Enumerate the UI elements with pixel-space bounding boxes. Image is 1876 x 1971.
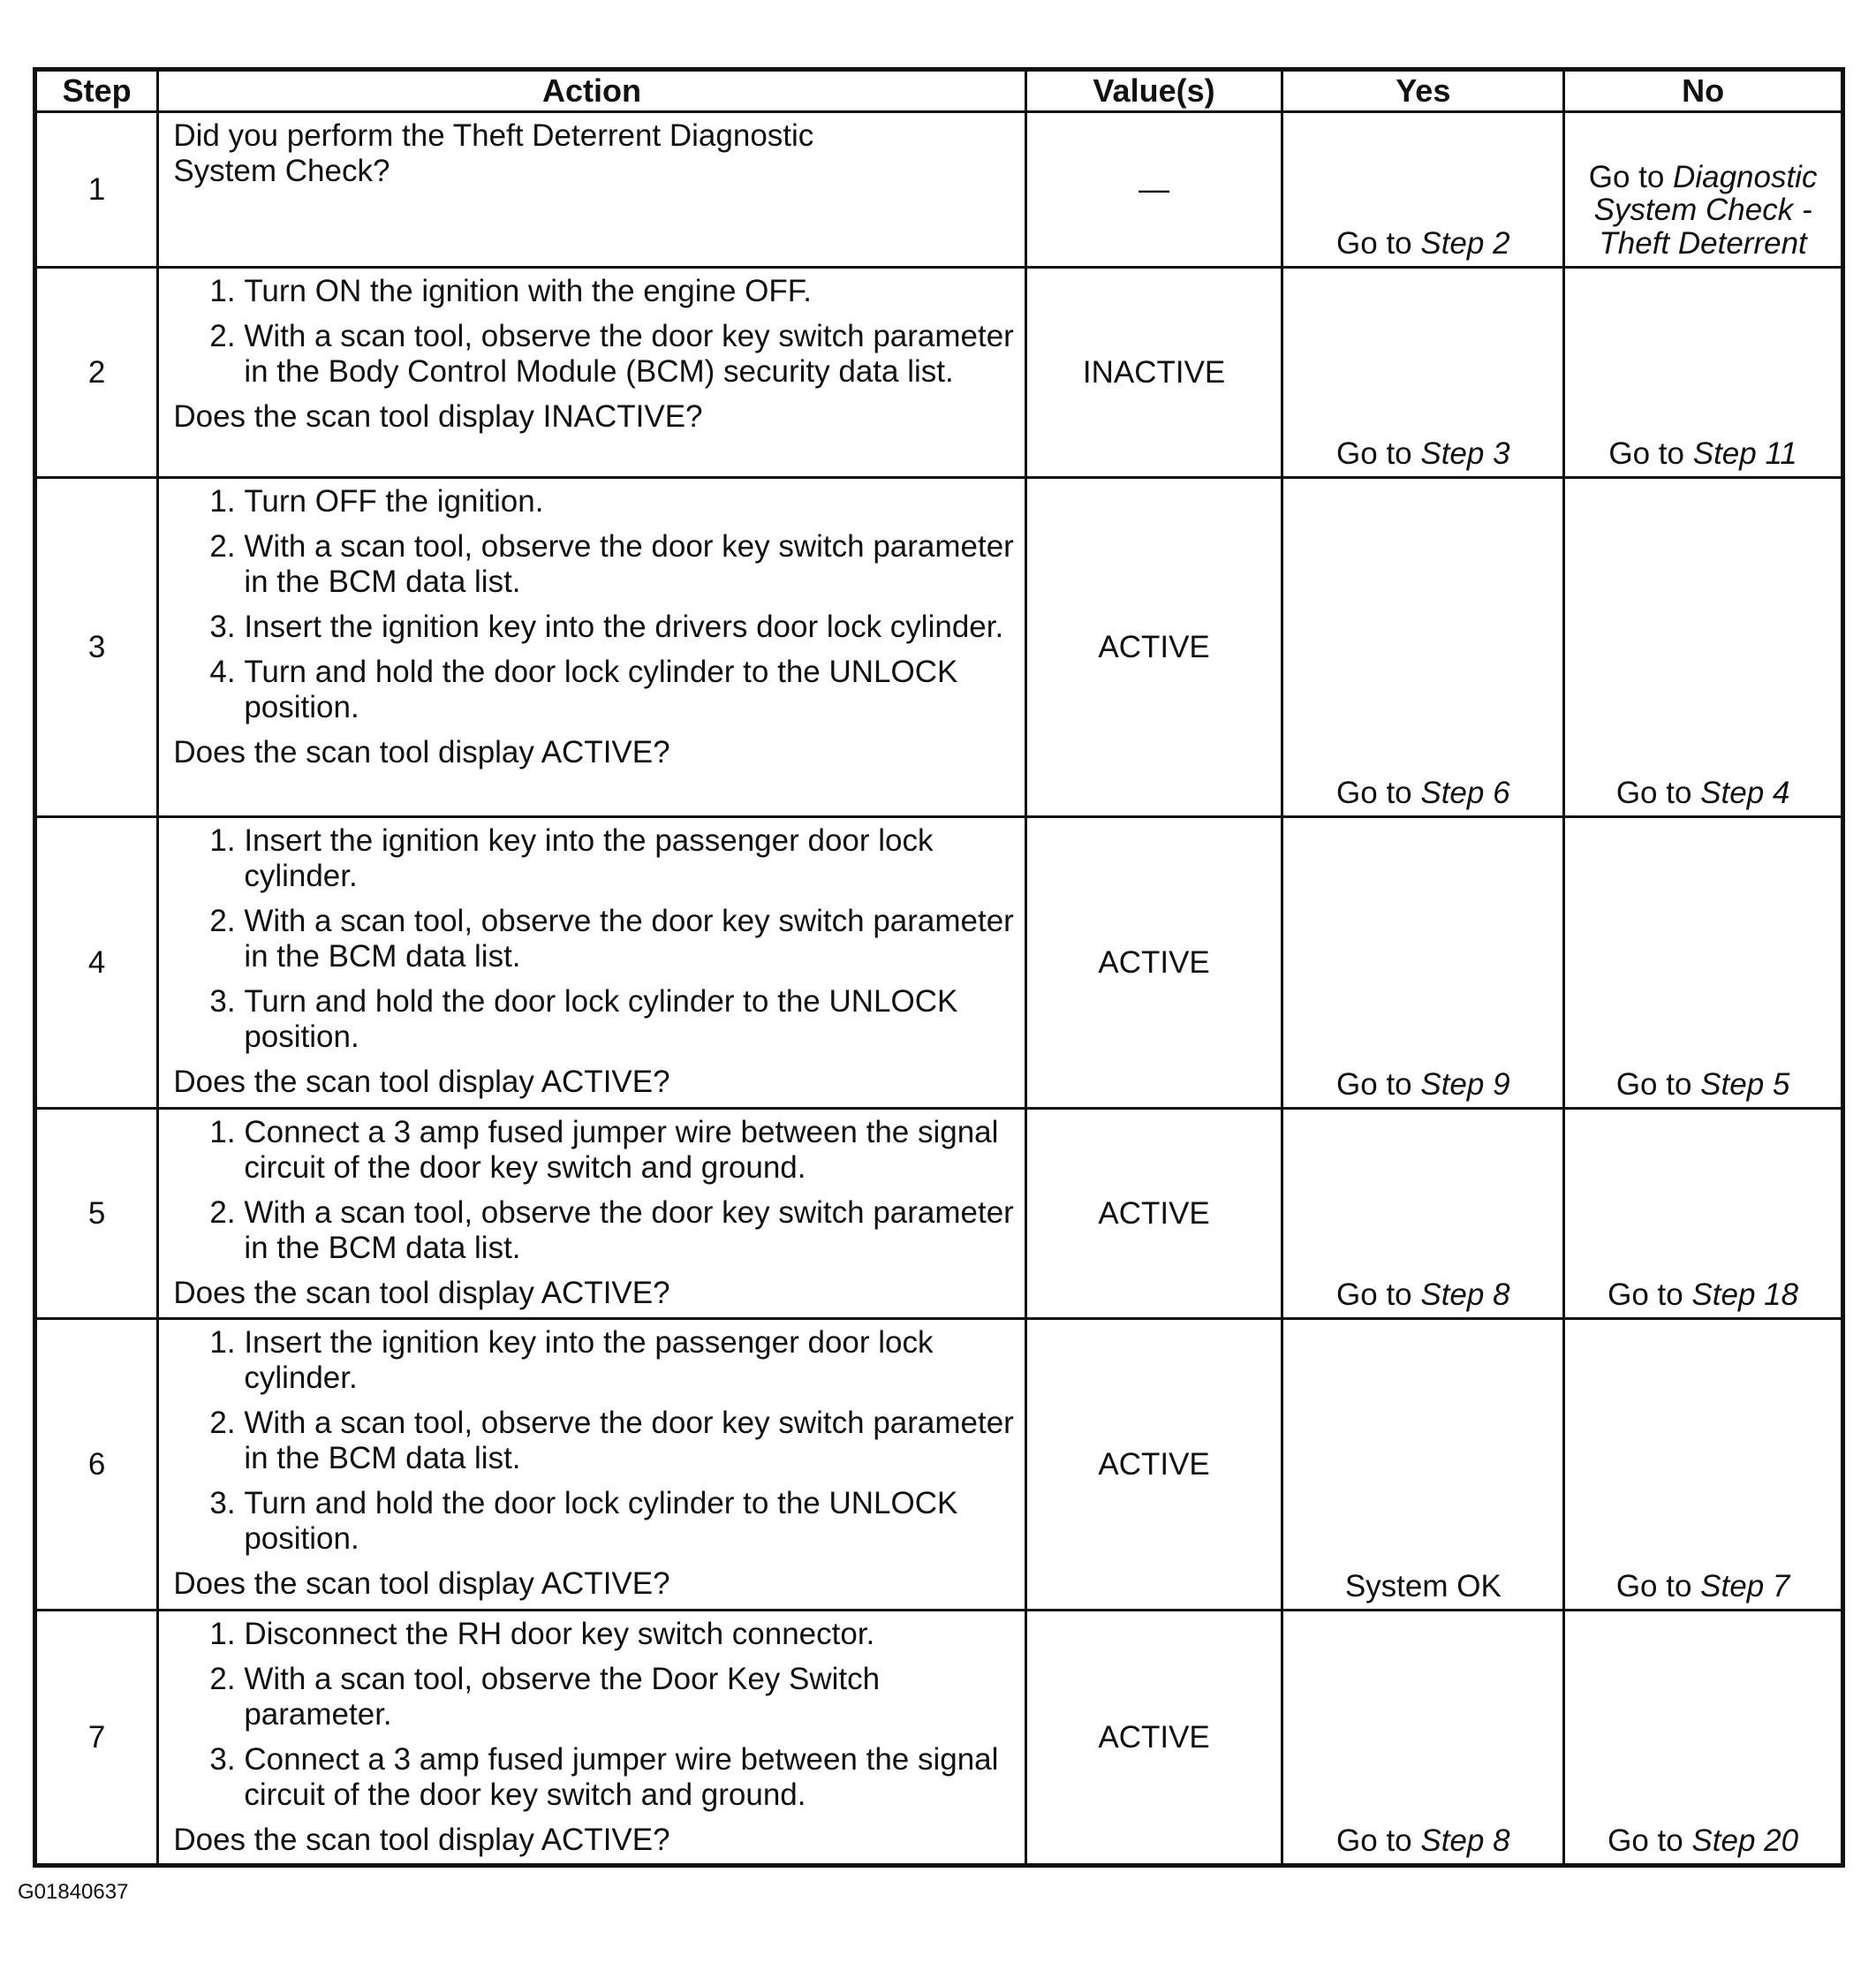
header-no: No	[1564, 70, 1843, 112]
action-step-item: 2. With a scan tool, observe the door key switch parameter in the Body Control Module (BCM) security data list.	[244, 319, 1015, 390]
no-result-lead: Go to	[1607, 1277, 1692, 1313]
yes-result-step-link: Step 9	[1420, 1067, 1510, 1103]
action-steps-list	[173, 274, 1015, 390]
no-result-lead: Go to	[1607, 1823, 1692, 1859]
action-cell	[158, 478, 1025, 817]
yes-result	[1282, 1611, 1564, 1866]
yes-result	[1282, 478, 1564, 817]
yes-result-lead: Go to	[1336, 1823, 1421, 1859]
action-step-item: 1. Insert the ignition key into the passenger door lock cylinder.	[244, 823, 1015, 894]
action-question: Does the scan tool display ACTIVE?	[173, 735, 670, 769]
action-step-item: 1. Insert the ignition key into the passenger door lock cylinder.	[244, 1325, 1015, 1396]
no-result-lead: Go to	[1588, 159, 1674, 194]
action-question: Does the scan tool display ACTIVE?	[173, 1276, 670, 1310]
action-step-item: 2. With a scan tool, observe the Door Key Switch parameter.	[244, 1662, 1015, 1732]
yes-result	[1282, 1109, 1564, 1319]
no-result-lead: Go to	[1608, 436, 1693, 472]
yes-result-step-link: Step 8	[1420, 1823, 1510, 1859]
step-number: 7	[35, 1611, 158, 1866]
table-row	[35, 112, 1843, 268]
yes-result-lead: Go to	[1336, 1067, 1421, 1103]
action-step-item: 1. Turn OFF the ignition.	[244, 484, 1015, 519]
no-result	[1564, 478, 1843, 817]
step-number: 5	[35, 1109, 158, 1319]
action-step-item: 2. With a scan tool, observe the door key switch parameter in the BCM data list.	[244, 904, 1015, 974]
yes-result-step-link: Step 8	[1420, 1277, 1510, 1313]
step-number: 2	[35, 268, 158, 478]
action-step-item: 1. Connect a 3 amp fused jumper wire between the signal circuit of the door key switch and ground.	[244, 1115, 1015, 1186]
yes-result-step-link: Step 6	[1420, 776, 1510, 811]
yes-result-lead: Go to	[1336, 226, 1421, 262]
table-body	[35, 112, 1843, 1866]
yes-result-step-link: Step 3	[1420, 436, 1510, 472]
action-step-item: 2. With a scan tool, observe the door key switch parameter in the BCM data list.	[244, 1406, 1015, 1476]
expected-value: ACTIVE	[1025, 478, 1282, 817]
step-number: 1	[35, 112, 158, 268]
yes-result-step-link: Step 2	[1420, 226, 1510, 262]
no-result-step-link: Diagnostic System Check - Theft Deterrent	[1593, 159, 1818, 262]
no-result-lead: Go to	[1615, 776, 1701, 811]
action-step-item: 4. Turn and hold the door lock cylinder to the UNLOCK position.	[244, 655, 1015, 725]
no-result-step-link: Step 11	[1692, 436, 1797, 472]
yes-result-lead: Go to	[1336, 436, 1421, 472]
action-cell	[158, 1319, 1025, 1611]
header-yes: Yes	[1282, 70, 1564, 112]
action-question: Does the scan tool display ACTIVE?	[173, 1823, 670, 1857]
action-steps-list	[173, 484, 1015, 725]
header-step: Step	[35, 70, 158, 112]
yes-result	[1282, 112, 1564, 268]
no-result-lead: Go to	[1615, 1569, 1701, 1604]
header-values: Value(s)	[1025, 70, 1282, 112]
no-result	[1564, 1109, 1843, 1319]
action-step-item: 3. Insert the ignition key into the drivers door lock cylinder.	[244, 610, 1015, 645]
no-result-lead: Go to	[1615, 1067, 1701, 1103]
expected-value: INACTIVE	[1025, 268, 1282, 478]
no-result	[1564, 1319, 1843, 1611]
action-step-item: 1. Turn ON the ignition with the engine OFF.	[244, 274, 1015, 309]
no-result	[1564, 1611, 1843, 1866]
yes-result	[1282, 817, 1564, 1109]
expected-value: ACTIVE	[1025, 1611, 1282, 1866]
action-step-item: 2. With a scan tool, observe the door key switch parameter in the BCM data list.	[244, 1195, 1015, 1266]
action-cell	[158, 1109, 1025, 1319]
expected-value: ACTIVE	[1025, 1319, 1282, 1611]
header-row	[35, 70, 1843, 112]
action-question: Does the scan tool display INACTIVE?	[173, 399, 703, 434]
action-step-item: 3. Turn and hold the door lock cylinder to the UNLOCK position.	[244, 1486, 1015, 1557]
action-text: Did you perform the Theft Deterrent Diagnostic System Check?	[173, 118, 814, 188]
table-row	[35, 478, 1843, 817]
expected-value: ACTIVE	[1025, 817, 1282, 1109]
yes-result-lead: Go to	[1336, 1277, 1421, 1313]
no-result	[1564, 112, 1843, 268]
action-cell	[158, 817, 1025, 1109]
action-step-item: 1. Disconnect the RH door key switch connector.	[244, 1617, 1015, 1652]
action-steps-list	[173, 823, 1015, 1055]
table-row	[35, 1109, 1843, 1319]
no-result	[1564, 268, 1843, 478]
header-action: Action	[158, 70, 1025, 112]
no-result-step-link: Step 20	[1691, 1823, 1799, 1859]
action-question: Does the scan tool display ACTIVE?	[173, 1065, 670, 1099]
no-result	[1564, 817, 1843, 1109]
diagnostic-table	[33, 67, 1845, 1868]
table-row	[35, 1611, 1843, 1866]
step-number: 6	[35, 1319, 158, 1611]
step-number: 4	[35, 817, 158, 1109]
action-step-item: 3. Connect a 3 amp fused jumper wire between the signal circuit of the door key switch and ground.	[244, 1742, 1015, 1813]
action-cell	[158, 1611, 1025, 1866]
action-step-item: 2. With a scan tool, observe the door key switch parameter in the BCM data list.	[244, 529, 1015, 600]
yes-result-lead: System OK	[1344, 1569, 1502, 1604]
table-row	[35, 268, 1843, 478]
step-number: 3	[35, 478, 158, 817]
yes-result	[1282, 1319, 1564, 1611]
no-result-step-link: Step 7	[1700, 1569, 1790, 1604]
table-row	[35, 1319, 1843, 1611]
action-steps-list	[173, 1325, 1015, 1557]
action-steps-list	[173, 1115, 1015, 1266]
action-steps-list	[173, 1617, 1015, 1813]
figure-id: G01840637	[18, 1880, 129, 1904]
action-question: Does the scan tool display ACTIVE?	[173, 1566, 670, 1601]
expected-value: ACTIVE	[1025, 1109, 1282, 1319]
yes-result	[1282, 268, 1564, 478]
expected-value: —	[1025, 112, 1282, 268]
no-result-step-link: Step 18	[1691, 1277, 1799, 1313]
table-row	[35, 817, 1843, 1109]
action-cell	[158, 112, 1025, 268]
action-cell	[158, 268, 1025, 478]
no-result-step-link: Step 4	[1700, 776, 1790, 811]
no-result-step-link: Step 5	[1700, 1067, 1790, 1103]
action-step-item: 3. Turn and hold the door lock cylinder to the UNLOCK position.	[244, 984, 1015, 1055]
yes-result-lead: Go to	[1336, 776, 1421, 811]
